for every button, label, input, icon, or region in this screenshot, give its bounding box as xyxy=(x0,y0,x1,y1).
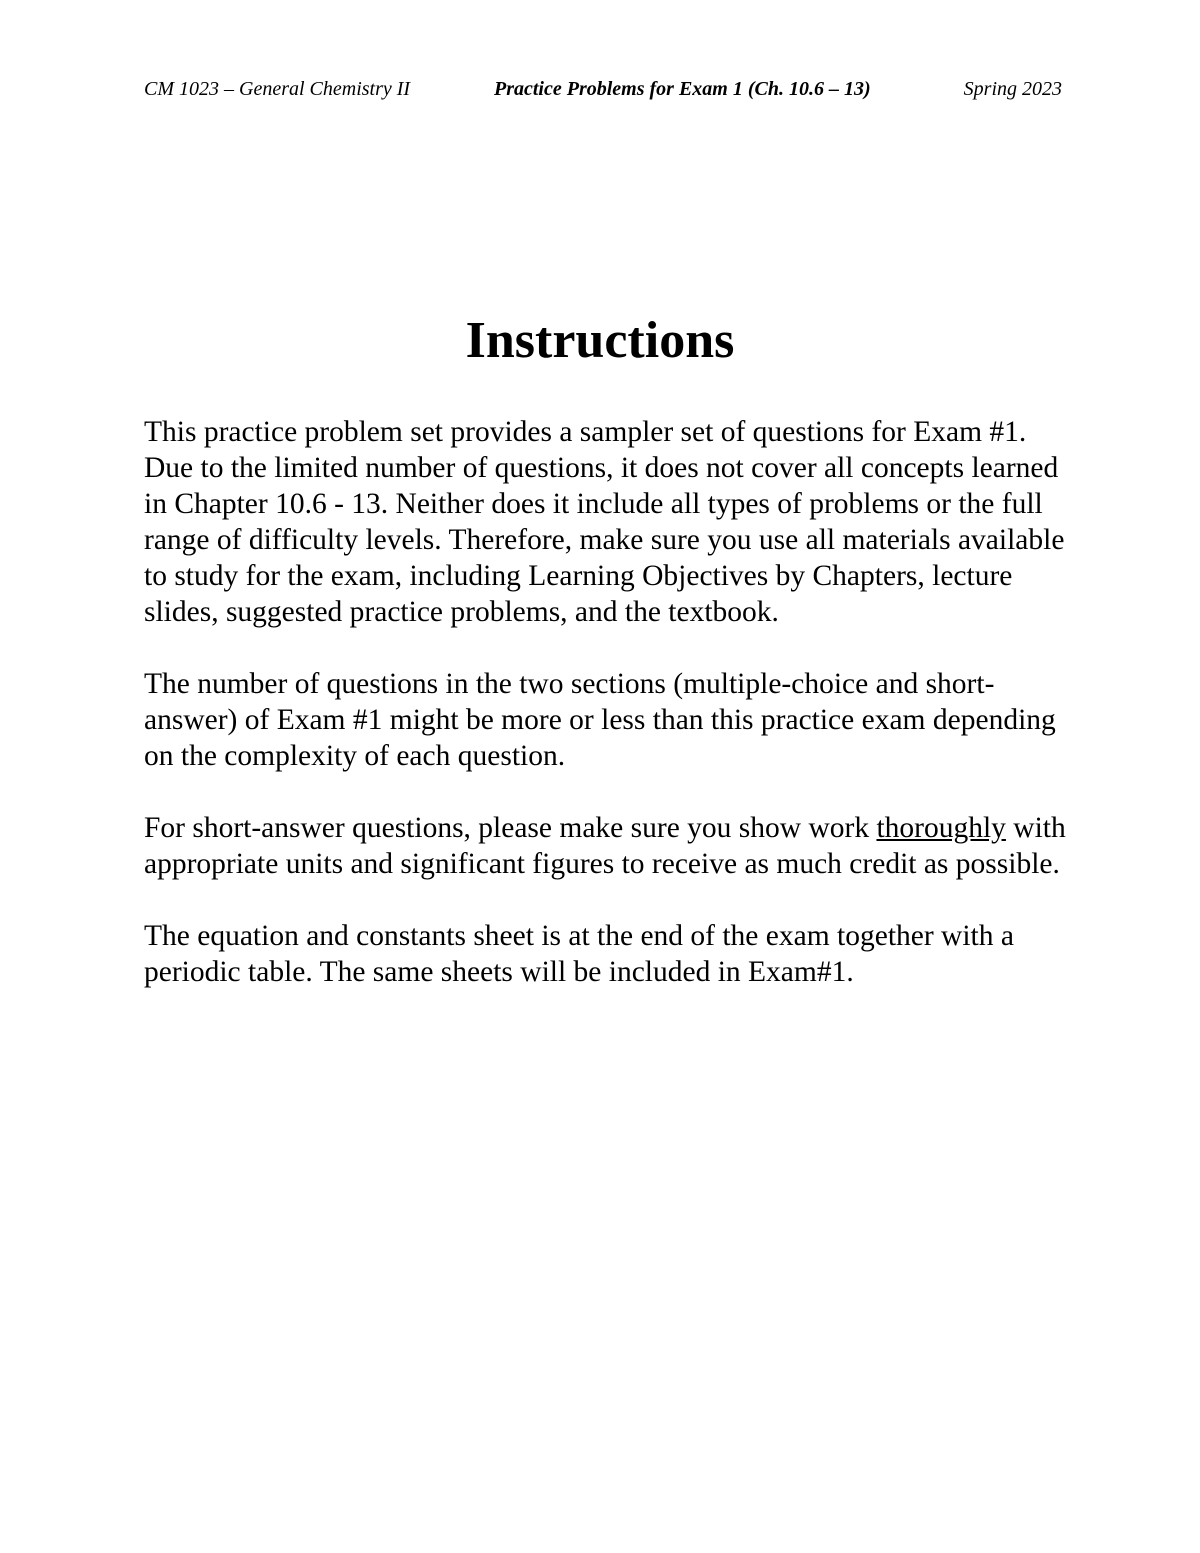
paragraph-equation-sheet: The equation and constants sheet is at the end of the exam together with a periodic table. The same sheets will be included in Exam#1. xyxy=(144,920,1014,988)
page-title: Instructions xyxy=(465,312,735,369)
document-title: Practice Problems for Exam 1 (Ch. 10.6 – 13) xyxy=(494,78,871,100)
paragraph-sampler: This practice problem set provides a sampler set of questions for Exam #1. Due to the limited number of questions, it does not cover all concepts learned in Chapter 10.6 - 13. Neither does it include all types of problems or the full range of difficulty levels. Therefore, make sure you use all materials available to study for the exam, including Learning Objectives by Chapters, lecture slides, suggested practice problems, and the textbook. xyxy=(144,416,1065,628)
paragraph-short-answer-start: For short-answer questions, please make sure you show work xyxy=(144,812,877,844)
page-header xyxy=(144,74,1062,104)
course-label: CM 1023 – General Chemistry II xyxy=(144,78,411,100)
paragraph-short-answer xyxy=(144,810,1074,882)
term-label: Spring 2023 xyxy=(963,78,1062,100)
paragraph-short-answer-end: with appropriate units and significant figures to receive as much credit as possible. xyxy=(144,812,1066,880)
emphasis-thoroughly: thoroughly xyxy=(876,812,1006,844)
instructions-body xyxy=(144,414,1074,1026)
paragraph-question-count: The number of questions in the two sections (multiple-choice and short-answer) of Exam #1 might be more or less than this practice exam depending on the complexity of each question. xyxy=(144,668,1056,772)
